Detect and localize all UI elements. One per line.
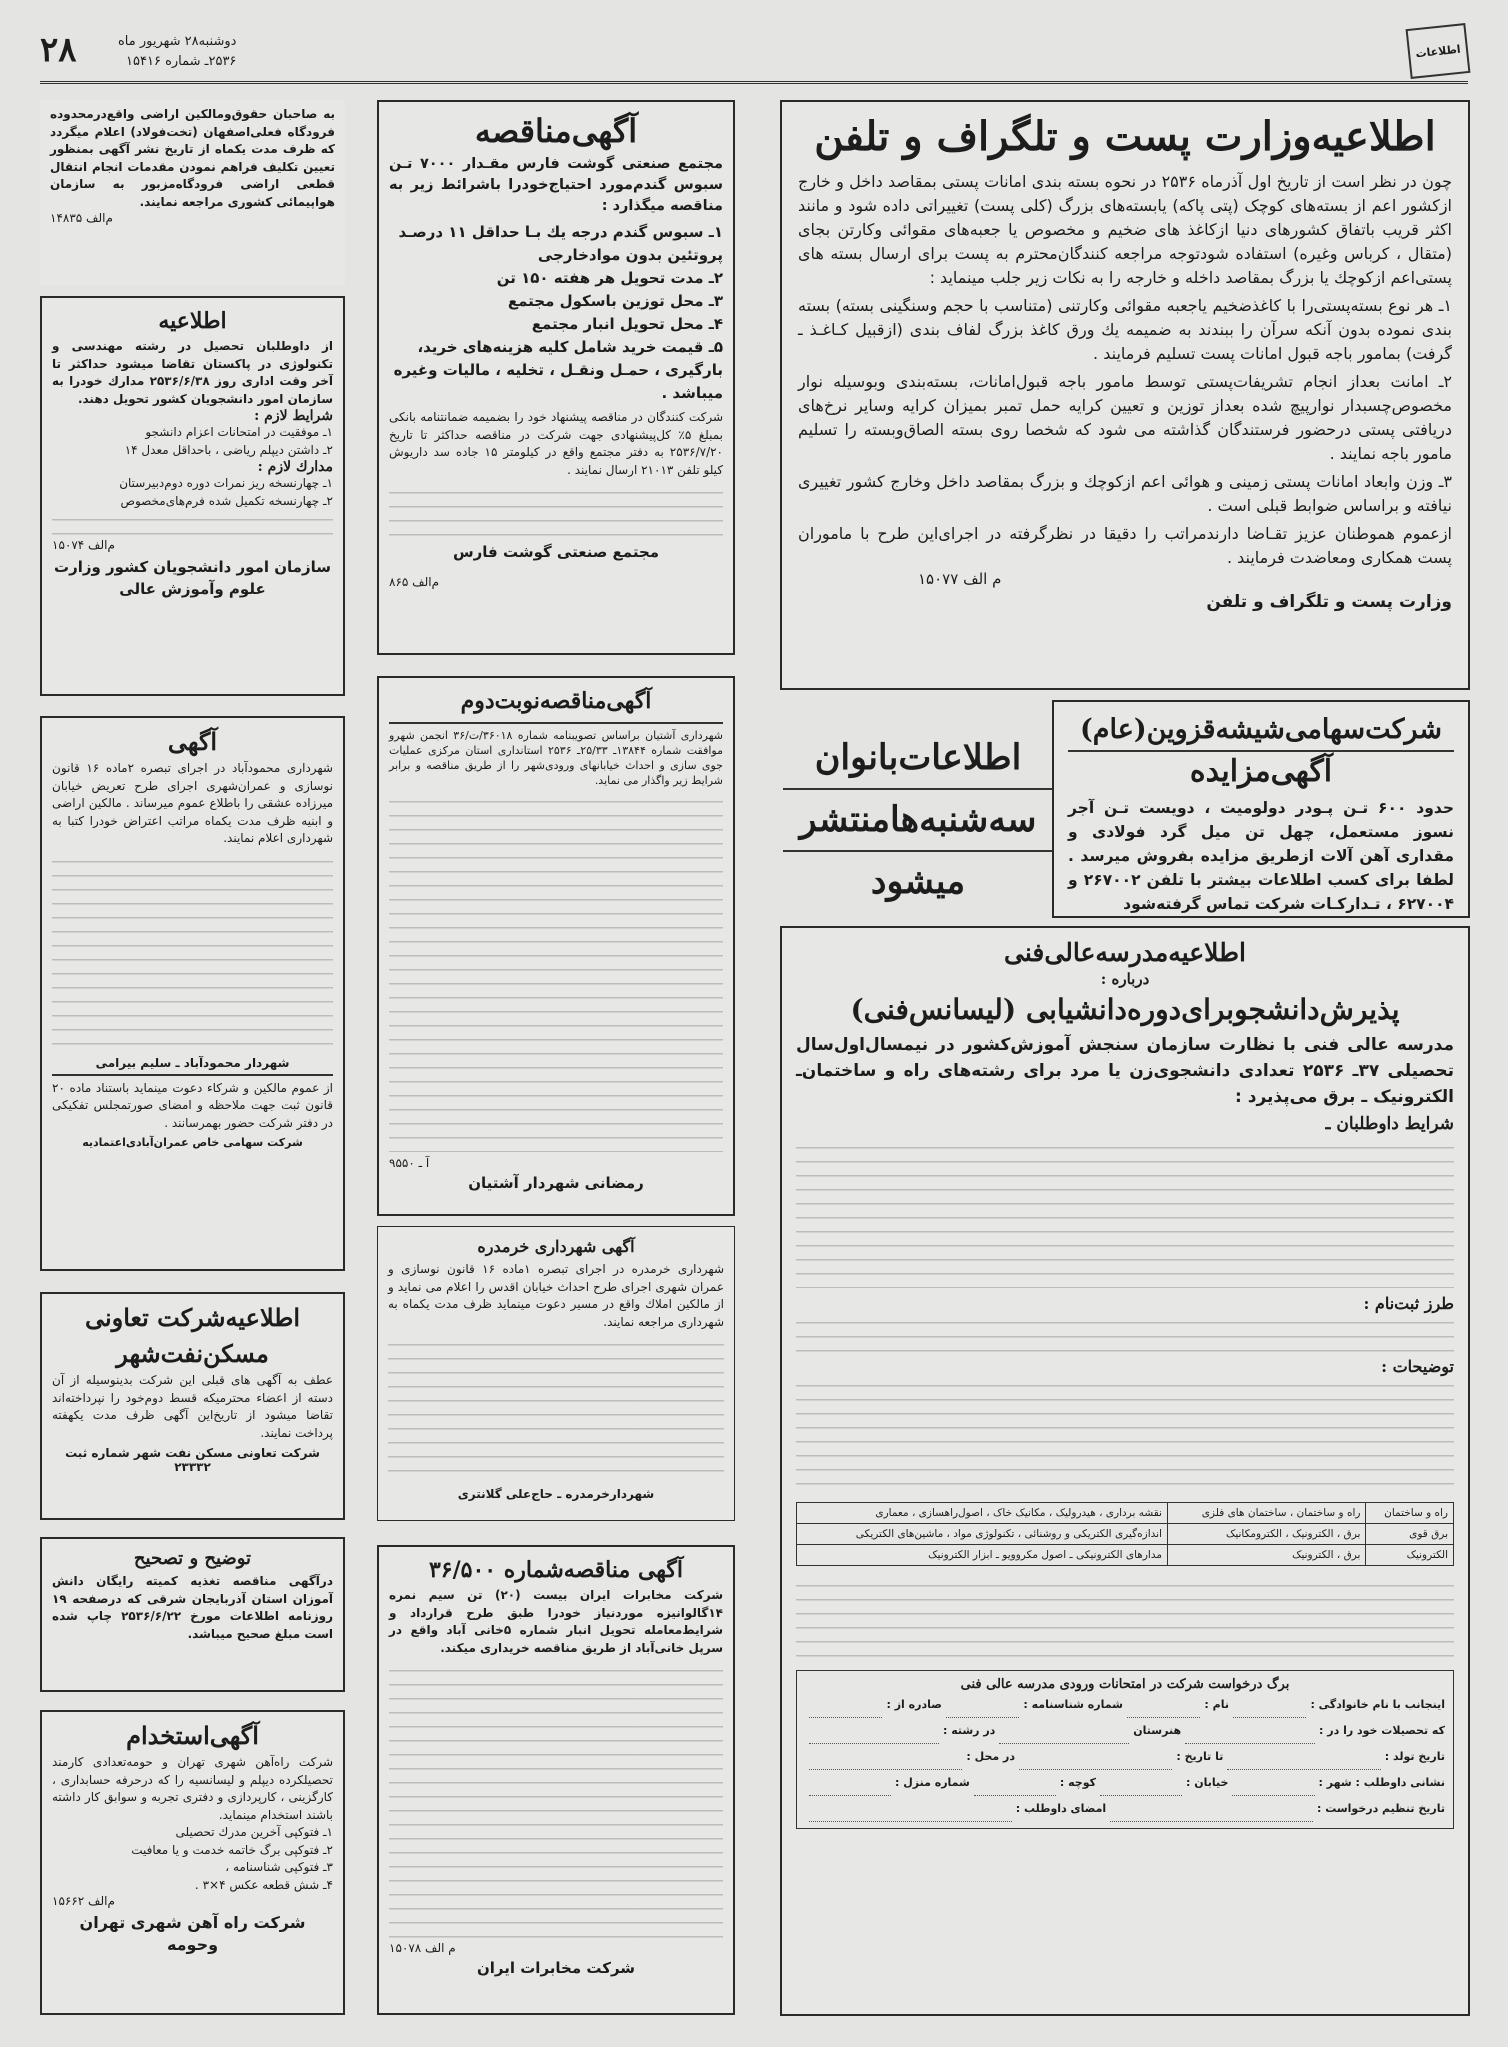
pakistan-students-notice: اطلاعیه از داوطلبان تحصیل در رشته مهندسی و تکنولوژی در پاکستان تقاضا میشود حداکثر تا آخر وقت اداری روز ۲۵۳۶/۶/۳۸ مدارك خودرا به سازمان امور دانشجویان کشور تحویل دهند. شرایط لازم : ۱ـ موفقیت در امتحانات اعزام دانشجو ۲ـ داشتن دیپلم ریاضی ، باحداقل معدل ۱۴ مدارك لازم : ۱ـ چهارنسخه ریز نمرات دوره دوم‌دبیرستان ۲ـ چهارنسخه تکمیل شده فرم‌های‌مخصوص م‌الف ۱۵۰۷۴ سازمان امور دانشجویان کشور وزارت علوم وآموزش عالی bbox=[40, 296, 345, 696]
ashtian-tender: آگهی‌مناقصه‌نوبت‌دوم شهرداری آشتیان براساس تصویبنامه شماره ۳۶۰۱۸/ت/۳۶ انجمن شهرو موافقت شماره ۱۳۸۴۴ـ ۲۵/۳۳ـ ۲۵۳۶ استانداری استان مرکزی عملیات جوی سازی و احداث خیابانهای ورودی‌شهر را از طریق مناقصه و برابر شرایط زیر واگذار می نماید. آ ـ ۹۵۵۰ رمضانی شهردار آشتیان bbox=[377, 676, 735, 1216]
form-row: اینجانب با نام خانوادگی : نام : شماره شناسنامه : صادره از : bbox=[805, 1692, 1445, 1718]
issue-date: دوشنبه۲۸ شهریور ماه ۲۵۳۶ـ شماره ۱۵۴۱۶ bbox=[118, 34, 237, 69]
correction-notice: توضیح و تصحیح درآگهی مناقصه تغذیه کمیته رایگان دانش آموزان استان آذربایجان شرقی که درصفحه ۱۹ روزنامه اطلاعات مورخ ۲۵۳۶/۶/۲۲ چاپ شده است مبلغ صحیح میباشد. bbox=[40, 1537, 345, 1692]
newspaper-logo: اطلاعات bbox=[1406, 23, 1471, 79]
tender-items: ۱ـ سبوس گندم درجه يك بـا حداقل ۱۱ درصـد پروتئین بدون موادخارجی ۲ـ مدت تحویل هر هفته ۱۵۰ تن ۳ـ محل توزین باسکول مجتمع ۴ـ محل تحویل انبار مجتمع ۵ـ قیمت خرید شامل کلیه هزینه‌های خرید، بارگیری ، حمـل ونقـل ، تخلیه ، مالیات وغیره میباشد . bbox=[393, 223, 723, 402]
naft-shahr-coop-notice: اطلاعیه‌شرکت تعاونی مسکن‌نفت‌شهر عطف به آگهی های قبلی این شرکت بدینوسیله از آن دسته از اعضاء محترمیکه قسط دوم‌خود را نپرداخته‌اند تقاضا میشود از تاریخ‌این آگهی ظرف مدت یکهفته پرداخت نمایند. شرکت تعاونی مسکن نفت شهر شماره ثبت ۲۳۳۳۲ bbox=[40, 1292, 345, 1520]
page-header bbox=[40, 22, 1468, 84]
field-table bbox=[796, 1502, 1454, 1566]
notice-title: اطلاعیه‌وزارت پست و تلگراف و تلفن bbox=[814, 113, 1436, 160]
fars-meat-tender: آگهی‌مناقصه مجتمع صنعتی گوشت فارس مقـدار ۷۰۰۰ تـن سبوس گندم‌مورد احتیاج‌خودرا باشرائط زیر به مناقصه میگذارد : ۱ـ سبوس گندم درجه يك بـا حداقل ۱۱ درصـد پروتئین بدون موادخارجی ۲ـ مدت تحویل هر هفته ۱۵۰ تن ۳ـ محل توزین باسکول مجتمع ۴ـ محل تحویل انبار مجتمع ۵ـ قیمت خرید شامل کلیه هزینه‌های خرید، بارگیری ، حمـل ونقـل ، تخلیه ، مالیات وغیره میباشد . شرکت کنندگان در مناقصه پیشنهاد خود را بضمیمه ضمانتنامه بانکی بمبلغ ۵٪ کل‌پیشنهادی جهت شرکت در مناقصه حداکثر تا تاریخ ۲۵۳۶/۷/۲۰ به دفتر مجتمع واقع در کیلومتر ۱۵ جاده سد داریوش کیلو تلفن ۲۱۰۱۳ ارسال نمایند . مجتمع صنعتی گوشت فارس م‌الف ۸۶۵ bbox=[377, 100, 735, 655]
mahmoudabad-notice: آگهی شهرداری محمودآباد در اجرای تبصره ۲ماده ۱۶ قانون نوسازی و عمران‌شهری اجرای طرح تعریض خیابان میرزاده عشقی را باطلاع عموم میرساند . مالکین اراضی و ابنیه ظرف مدت یکماه مراتب اعتراض خودرا کتبا به شهرداری اعلام نمایند. شهردار محمودآباد ـ سلیم بیرامی از عموم مالکین و شرکاء دعوت مینماید باستناد ماده ۲۰ قانون ثبت جهت ملاحظه و امضای صورتمجلس تفکیکی در دفتر شرکت حضور بهمرسانند . شرکت سهامی خاص عمران‌آبادی‌اعتمادیه bbox=[40, 716, 345, 1271]
notice-signature: وزارت پست و تلگراف و تلفن bbox=[1206, 592, 1452, 612]
women-supplement-banner: اطلاعات‌بانوان سه‌شنبه‌هامنتشر میشود bbox=[783, 728, 1053, 918]
form-row: تاریخ تولد : تا تاریخ : در محل : bbox=[805, 1744, 1445, 1770]
table-row: راه و ساختمان راه و ساختمان ، ساختمان های فلزی نقشه برداری ، هیدرولیک ، مکانیک خاک ، اصول‌راهسازی ، معماری bbox=[797, 1503, 1454, 1524]
telecom-tender: آگهی مناقصه‌شماره ۳۶/۵۰۰ شرکت مخابرات ایران بیست (۲۰) تن سیم نمره ۱۴گالوانیزه موردنیاز خودرا طبق طرح قرارداد و شرایط‌معامله تحویل انبار شماره ۵خانی آباد واقع در سرپل خانی‌آباد از طریق مناقصه خریداری میکند. م الف ۱۵۰۷۸ شرکت مخابرات ایران bbox=[377, 1545, 735, 2015]
form-row: که تحصیلات خود را در : هنرستان در رشته : bbox=[805, 1718, 1445, 1744]
rail-employment-notice: آگهی‌استخدام شرکت راه‌آهن شهری تهران و حومه‌تعدادی کارمند تحصیلکرده دیپلم و لیسانسیه را که درحرفه حسابداری ، کارگزینی ، کارپردازی و دفتری تجربه و سوابق کار داشته باشند استخدام مینماید. ۱ـ فتوکپی آخرین مدرك تحصیلی ۲ـ فتوکپی برگ خاتمه خدمت و یا معافیت ۳ـ فتوکپی شناسنامه ، ۴ـ شش قطعه عکس ۴×۳ . م‌الف ۱۵۶۶۲ شرکت راه آهن شهری تهران وحومه bbox=[40, 1710, 345, 2015]
post-ministry-notice: اطلاعیه‌وزارت پست و تلگراف و تلفن چون در نظر است از تاریخ اول آذرماه ۲۵۳۶ در نحوه بسته بندی امانات پستی بمقاصد داخل و خارج ازکشور اعم از بسته‌های کوچک (پتی پاکه) یابسته‌های بزرگ (کلی پست) تغییراتی داده شود و مانند اکثر قریب باتفاق کشورهای دنیا ازکاغذ های ضخیم و مخصوص یا جعبه‌های مقوائی وکارتن بجای (متقال ، کرباس وغیره) استفاده شودتوجه مراجعه کنندگان‌محترم به پست برای ارسال بسته های پستی‌اعم ازکوچك یا بزرگ بمقاصد داخله و خارجه را به نکات زیر جلب مینماید : ۱ـ هر نوع بسته‌پستی‌را با کاغذضخیم یاجعبه مقوائی وکارتنی (متناسب با حجم وسنگینی بسته) بسته بندی نموده بدون آنکه سرآن را ببندند به ضمیمه یك ورق کاغذ بزرگ لفاف بندی (ازقبیل کـاغـذ ـ گرفت) بمامور باجه قبول امانات پست تسلیم فرمایند . ۲ـ امانت بعداز انجام تشریفات‌پستی توسط مامور باجه قبول‌امانات، بسته‌بندی وبوسیله نوار مخصوص‌چسبدار نوارپیچ شده بعداز توزین و تعیین کرایه حمل تمبر بمیزان کرایه وسایر نرخ‌های دریافتی پستی درحضور فرستندگان گذاشته می شود که شخصا روی بسته الصاق‌وبسته را تسلیم مامور باجه نمایند . ۳ـ وزن وابعاد امانات پستی زمینی و هوائی اعم ازکوچك و بزرگ بمقاصد داخل وخارج کشور تغییری نیافته و براساس ضوابط قبلی است . ازعموم هموطنان عزیز تقـاضا دارندمراتب را دقیقا در نظرگرفته در اجرای‌این طرح با ماموران پست همکاری ومعاضدت فرمایند . م الف ۱۵۰۷۷ وزارت پست و تلگراف و تلفن bbox=[780, 100, 1470, 690]
application-form: برگ درخواست شرکت در امتحانات ورودی مدرسه عالی فنی اینجانب با نام خانوادگی : نام : شماره شناسنامه : صادره از : که تحصیلات خود را در : هنرستان در رشته : تاریخ تولد : تا تاریخ : در محل : نشانی داوطلب : شهر : خیابان : کوچه : شماره منزل : تاریخ تنظیم درخواست : امضای داوطلب : bbox=[796, 1670, 1454, 1829]
qazvin-glass-auction: شرکت‌سهامی‌شیشه‌قزوین(عام) آگهی‌مزایده حدود ۶۰۰ تـن پـودر دولومیت ، دویست تـن آجر نسوز مستعمل، چهل تن میل گرد فولادی و مقداری آهن آلات ازطریق مزایده بفروش میرسد . لطفا برای کسب اطلاعات بیشتر با تلفن ۲۶۷۰۰۲ و ۶۲۷۰۰۴ ، تـدارکـات شرکت تماس گرفته‌شود bbox=[1052, 700, 1470, 918]
form-row: نشانی داوطلب : شهر : خیابان : کوچه : شماره منزل : bbox=[805, 1770, 1445, 1796]
form-row: تاریخ تنظیم درخواست : امضای داوطلب : bbox=[805, 1796, 1445, 1822]
khorramdareh-notice: آگهی شهرداری خرمدره شهرداری خرمدره در اجرای تبصره ۱ماده ۱۶ قانون نوسازی و عمران شهری اجرای طرح احداث خیابان اقدس را اعلام می نماید و از مالکین املاك واقع در مسیر دعوت مینماید ظرف مدت یکماه به شهرداری مراجعه نمایند. شهردارخرمدره ـ حاج‌علی گلانتری bbox=[377, 1226, 735, 1521]
school-headline: پذیرش‌دانشجو‌برای‌دوره‌دانشیابی (لیسانس‌فنی) bbox=[850, 993, 1400, 1026]
page-number: ۲۸ bbox=[40, 30, 77, 70]
table-row: برق قوی برق ، الکترونیک ، الکترومکانیک اندازه‌گیری الکتریکی و روشنائی ، تکنولوژی مواد ، ماشین‌های الکتریکی bbox=[797, 1524, 1454, 1545]
table-row: الکترونیک برق ، الکترونیک مدارهای الکترونیکی ـ اصول مکروویو ـ ابزار الکترونیک bbox=[797, 1545, 1454, 1566]
technical-school-notice: اطلاعیه‌مدرسه‌عالی‌فنی درباره : پذیرش‌دانشجو‌برای‌دوره‌دانشیابی (لیسانس‌فنی) مدرسه عالی فنی با نظارت سازمان سنجش آموزش‌کشور در نیمسال‌اول‌سال تحصیلی ۳۷ـ ۲۵۳۶ تعدادی دانشجوی‌زن یا مرد برای رشته‌های راه و ساختمان‌ـ الکترونیک ـ برق می‌پذیرد : شرایط داوطلبان ـ طرز ثبت‌نام : توضیحات : راه و ساختمان راه و ساختمان ، ساختمان های فلزی نقشه برداری ، هیدرولیک ، مکانیک خاک ، اصول‌راهسازی ، معماری برق قوی برق ، الکترونیک ، الکترومکانیک اندازه‌گیری الکتریکی و روشنائی ، تکنولوژی مواد ، ماشین‌های الکتریکی الکترونیک برق ، الکترونیک مدارهای الکترونیکی ـ اصول مکروویو ـ ابزار الکترونیک برگ درخواست شرکت در امتحانات ورودی مدرسه عالی فنی اینجانب با نام خانوادگی : نام : شماره شناسنامه : صادره از : که تحصیلات خود را در : هنرستان در رشته : تاریخ تولد : تا تاریخ : در محل : نشانی داوطلب : شهر : خیابان : کوچه : شماره منزل : تاریخ تنظیم درخواست : امضای داوطلب : bbox=[780, 926, 1470, 2016]
isfahan-airport-notice: به صاحبان حقوق‌ومالکین اراضی واقع‌درمحدوده فرودگاه فعلی‌اصفهان (تخت‌فولاد) اعلام میگردد که ظرف مدت یکماه از تاریخ نشر آگهی بمنظور تعیین تکلیف فراهم نمودن مقدمات انجام انتقال قطعی اراضی فرودگاه‌مزبور به سازمان هواپیمائی کشوری مراجعه نمایند. م‌الف ۱۴۸۳۵ bbox=[40, 100, 345, 285]
